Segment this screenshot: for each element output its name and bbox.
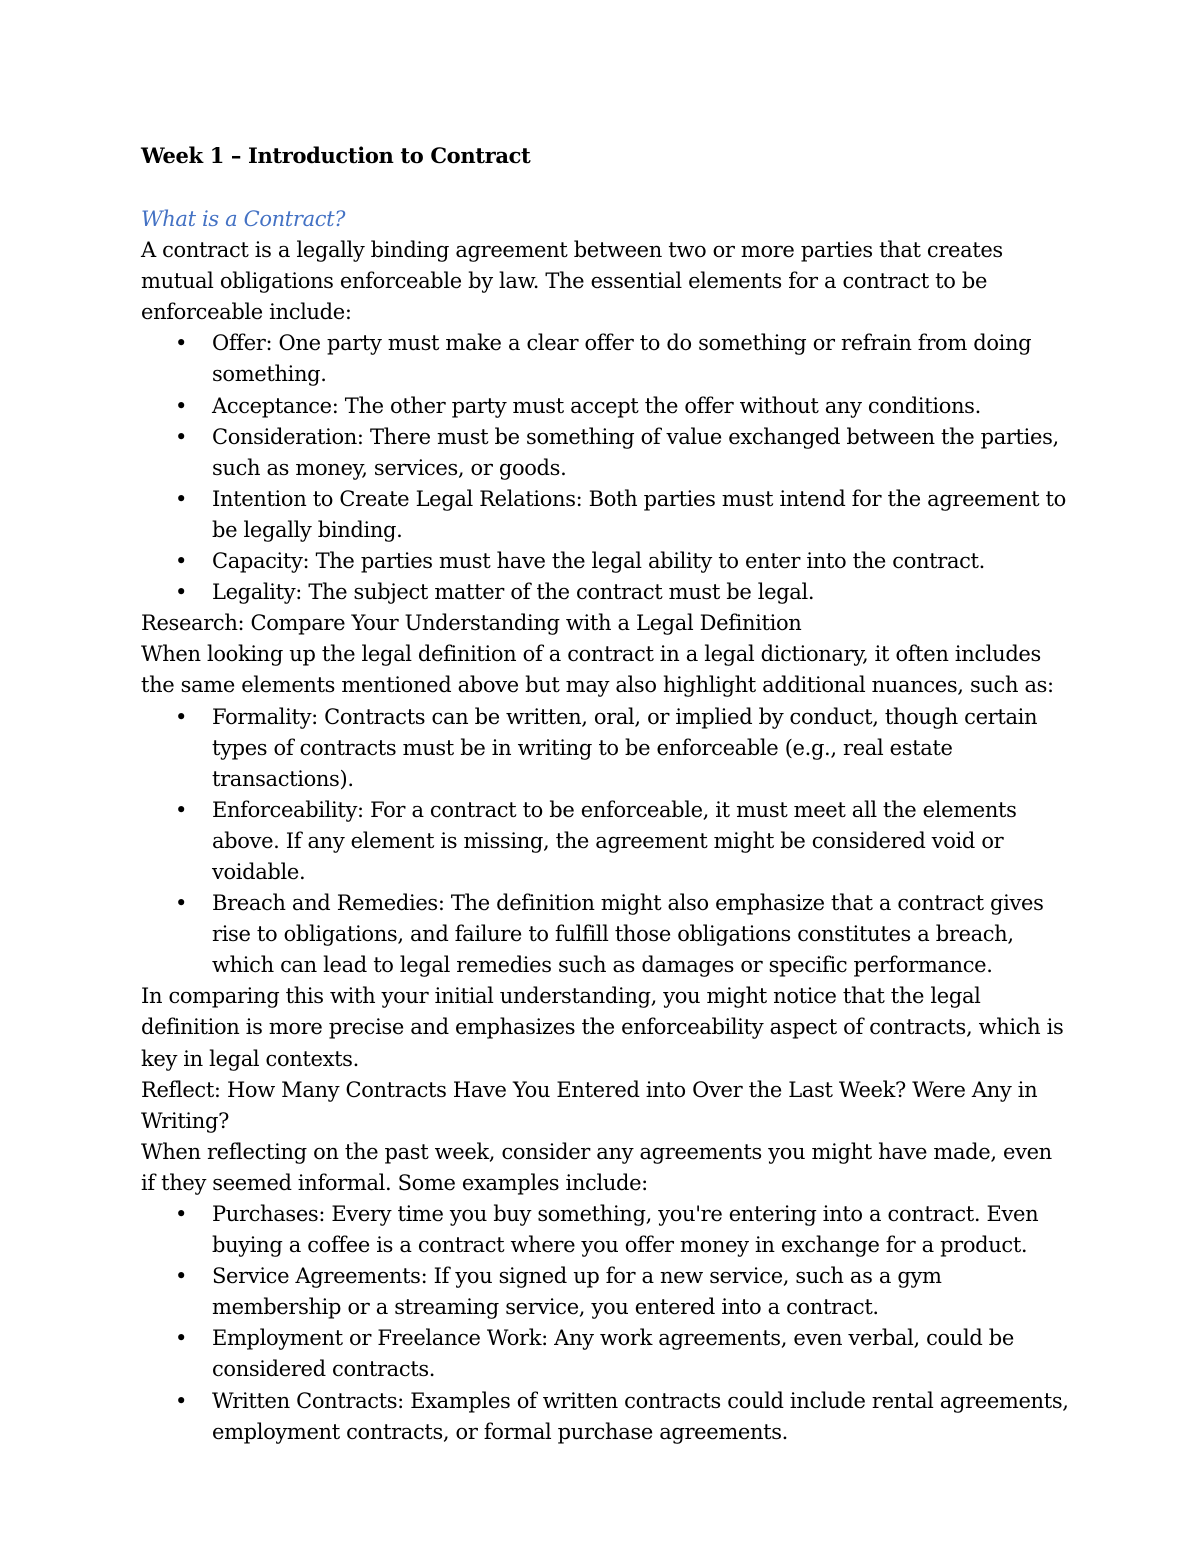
list-item: • Intention to Create Legal Relations: Both parties must intend for the agreement to be legally binding. [212, 484, 1071, 546]
elements-list [141, 328, 1071, 608]
document-page [141, 140, 1071, 1448]
intro-paragraph: A contract is a legally binding agreement between two or more parties that creates mutual obligations enforceable by law. The essential elements for a contract to be enforceable include: [141, 238, 1003, 325]
list-item: • Service Agreements: If you signed up for a new service, such as a gym membership or a streaming service, you entered into a contract. [212, 1261, 1071, 1323]
list-item: • Acceptance: The other party must accept the offer without any conditions. [212, 391, 1071, 422]
list-item: • Consideration: There must be something of value exchanged between the parties, such as money, services, or goods. [212, 422, 1071, 484]
research-heading: Research: Compare Your Understanding with a Legal Definition [141, 611, 802, 636]
list-item: • Enforceability: For a contract to be enforceable, it must meet all the elements above. If any element is missing, the agreement might be considered void or voidable. [212, 795, 1071, 888]
list-item: • Purchases: Every time you buy something, you're entering into a contract. Even buying a coffee is a contract where you offer money in exchange for a product. [212, 1199, 1071, 1261]
nuances-list [141, 702, 1071, 982]
list-item: • Offer: One party must make a clear offer to do something or refrain from doing something. [212, 328, 1071, 390]
list-item: • Employment or Freelance Work: Any work agreements, even verbal, could be considered contracts. [212, 1323, 1071, 1385]
list-item: • Written Contracts: Examples of written contracts could include rental agreements, employment contracts, or formal purchase agreements. [212, 1386, 1071, 1448]
reflect-heading: Reflect: How Many Contracts Have You Entered into Over the Last Week? Were Any in Writing? [141, 1077, 1038, 1133]
comparison-paragraph: In comparing this with your initial understanding, you might notice that the legal definition is more precise and emphasizes the enforceability aspect of contracts, which is key in legal contexts. [141, 984, 1064, 1071]
examples-list [141, 1199, 1071, 1448]
list-item: • Capacity: The parties must have the legal ability to enter into the contract. [212, 546, 1071, 577]
list-item: • Legality: The subject matter of the contract must be legal. [212, 577, 1071, 608]
list-item: • Formality: Contracts can be written, oral, or implied by conduct, though certain types of contracts must be in writing to be enforceable (e.g., real estate transactions). [212, 702, 1071, 795]
research-paragraph: When looking up the legal definition of a contract in a legal dictionary, it often includes the same elements mentioned above but may also highlight additional nuances, such as: [141, 642, 1054, 698]
list-item: • Breach and Remedies: The definition might also emphasize that a contract gives rise to obligations, and failure to fulfill those obligations constitutes a breach, which can lead to legal remedies such as damages or specific performance. [212, 888, 1071, 981]
section-heading: What is a Contract? [141, 207, 346, 231]
document-title: Week 1 – Introduction to Contract [141, 143, 531, 168]
reflect-paragraph: When reflecting on the past week, consider any agreements you might have made, even if they seemed informal. Some examples include: [141, 1139, 1052, 1195]
